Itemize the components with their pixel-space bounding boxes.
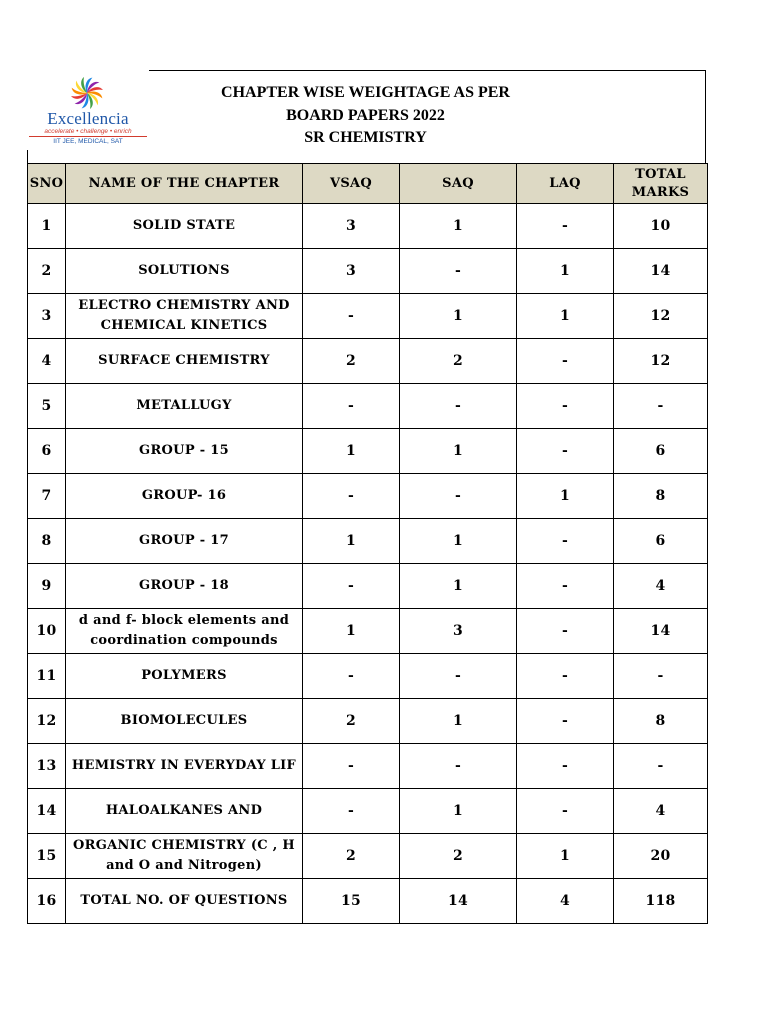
cell-laq: - [517, 339, 614, 384]
table-row [28, 294, 708, 339]
table-row [28, 789, 708, 834]
table-header-row [28, 164, 708, 204]
document-header [27, 70, 706, 163]
cell-chapter-name: ORGANIC CHEMISTRY (C , H and O and Nitrogen) [66, 834, 303, 879]
cell-vsaq: 3 [303, 204, 400, 249]
cell-saq: 1 [400, 294, 517, 339]
table-row [28, 654, 708, 699]
cell-sno: 10 [28, 609, 66, 654]
cell-total-marks: - [614, 384, 708, 429]
header-border-right [705, 70, 706, 163]
cell-chapter-name: HALOALKANES AND [66, 789, 303, 834]
cell-sno: 2 [28, 249, 66, 294]
cell-saq: 2 [400, 339, 517, 384]
cell-chapter-name: SURFACE CHEMISTRY [66, 339, 303, 384]
cell-saq: 14 [400, 879, 517, 924]
logo-swirl-icon [67, 74, 107, 112]
cell-total-marks: 12 [614, 339, 708, 384]
cell-chapter-name: GROUP - 17 [66, 519, 303, 564]
table-row [28, 204, 708, 249]
cell-laq: 4 [517, 879, 614, 924]
cell-vsaq: - [303, 789, 400, 834]
cell-saq: 1 [400, 519, 517, 564]
title-line-1: CHAPTER WISE WEIGHTAGE AS PER [221, 84, 510, 101]
cell-saq: - [400, 474, 517, 519]
document-title [149, 82, 582, 150]
table-row [28, 339, 708, 384]
cell-vsaq: - [303, 384, 400, 429]
table-row [28, 249, 708, 294]
cell-saq: - [400, 654, 517, 699]
cell-vsaq: - [303, 564, 400, 609]
cell-sno: 11 [28, 654, 66, 699]
cell-vsaq: 1 [303, 609, 400, 654]
cell-sno: 3 [28, 294, 66, 339]
cell-laq: - [517, 204, 614, 249]
header-border-left [27, 150, 28, 163]
table-row [28, 744, 708, 789]
cell-vsaq: 15 [303, 879, 400, 924]
cell-total-marks: 4 [614, 789, 708, 834]
cell-total-marks: 14 [614, 249, 708, 294]
cell-vsaq: 2 [303, 699, 400, 744]
cell-vsaq: - [303, 474, 400, 519]
column-header-sno: SNO [28, 164, 66, 204]
cell-saq: 1 [400, 564, 517, 609]
title-line-3: SR CHEMISTRY [304, 129, 427, 146]
table-row [28, 384, 708, 429]
cell-total-marks: 6 [614, 429, 708, 474]
cell-chapter-name: GROUP- 16 [66, 474, 303, 519]
header-border-top [149, 70, 706, 71]
logo-brand-name: Excellencia [47, 109, 129, 128]
cell-vsaq: 1 [303, 519, 400, 564]
cell-laq: - [517, 564, 614, 609]
cell-chapter-name: GROUP - 18 [66, 564, 303, 609]
cell-sno: 13 [28, 744, 66, 789]
cell-vsaq: 3 [303, 249, 400, 294]
cell-total-marks: - [614, 654, 708, 699]
cell-vsaq: 2 [303, 339, 400, 384]
cell-vsaq: - [303, 654, 400, 699]
cell-chapter-name: TOTAL NO. OF QUESTIONS [66, 879, 303, 924]
cell-total-marks: 10 [614, 204, 708, 249]
cell-laq: 1 [517, 249, 614, 294]
cell-laq: 1 [517, 474, 614, 519]
cell-total-marks: 14 [614, 609, 708, 654]
cell-sno: 12 [28, 699, 66, 744]
weightage-table [27, 163, 708, 924]
cell-laq: 1 [517, 834, 614, 879]
table-row [28, 879, 708, 924]
cell-chapter-name: BIOMOLECULES [66, 699, 303, 744]
cell-total-marks: 4 [614, 564, 708, 609]
table-row [28, 474, 708, 519]
excellencia-logo [27, 72, 149, 150]
cell-laq: - [517, 429, 614, 474]
cell-chapter-name: SOLID STATE [66, 204, 303, 249]
cell-saq: - [400, 249, 517, 294]
table-row [28, 519, 708, 564]
title-line-2: BOARD PAPERS 2022 [286, 106, 445, 124]
cell-vsaq: 2 [303, 834, 400, 879]
column-header-chapter: NAME OF THE CHAPTER [66, 164, 303, 204]
cell-total-marks: 118 [614, 879, 708, 924]
table-row [28, 609, 708, 654]
cell-sno: 9 [28, 564, 66, 609]
cell-total-marks: - [614, 744, 708, 789]
cell-sno: 5 [28, 384, 66, 429]
cell-saq: 1 [400, 699, 517, 744]
table-row [28, 834, 708, 879]
cell-chapter-name: HEMISTRY IN EVERYDAY LIF [66, 744, 303, 789]
cell-total-marks: 12 [614, 294, 708, 339]
cell-total-marks: 20 [614, 834, 708, 879]
cell-sno: 1 [28, 204, 66, 249]
cell-chapter-name: METALLUGY [66, 384, 303, 429]
cell-vsaq: - [303, 744, 400, 789]
cell-laq: - [517, 609, 614, 654]
cell-chapter-name: SOLUTIONS [66, 249, 303, 294]
cell-sno: 14 [28, 789, 66, 834]
cell-chapter-name: GROUP - 15 [66, 429, 303, 474]
column-header-total-marks: TOTAL MARKS [614, 164, 708, 204]
cell-saq: 1 [400, 204, 517, 249]
cell-sno: 8 [28, 519, 66, 564]
cell-chapter-name: POLYMERS [66, 654, 303, 699]
cell-vsaq: 1 [303, 429, 400, 474]
cell-saq: 1 [400, 789, 517, 834]
cell-chapter-name: ELECTRO CHEMISTRY AND CHEMICAL KINETICS [66, 294, 303, 339]
cell-laq: - [517, 654, 614, 699]
cell-sno: 7 [28, 474, 66, 519]
cell-sno: 15 [28, 834, 66, 879]
table-row [28, 429, 708, 474]
cell-total-marks: 8 [614, 474, 708, 519]
cell-total-marks: 8 [614, 699, 708, 744]
logo-tagline: accelerate • challenge • enrich [44, 128, 132, 135]
cell-sno: 16 [28, 879, 66, 924]
table-row [28, 564, 708, 609]
logo-subtitle: IIT JEE, MEDICAL, SAT [53, 138, 123, 145]
column-header-laq: LAQ [517, 164, 614, 204]
logo-divider [29, 136, 147, 137]
cell-laq: - [517, 744, 614, 789]
cell-total-marks: 6 [614, 519, 708, 564]
column-header-saq: SAQ [400, 164, 517, 204]
cell-laq: - [517, 789, 614, 834]
cell-sno: 4 [28, 339, 66, 384]
cell-laq: - [517, 699, 614, 744]
table-row [28, 699, 708, 744]
cell-laq: 1 [517, 294, 614, 339]
cell-saq: - [400, 384, 517, 429]
cell-laq: - [517, 384, 614, 429]
column-header-vsaq: VSAQ [303, 164, 400, 204]
cell-laq: - [517, 519, 614, 564]
cell-saq: 3 [400, 609, 517, 654]
cell-sno: 6 [28, 429, 66, 474]
cell-chapter-name: d and f- block elements and coordination compounds [66, 609, 303, 654]
cell-saq: 2 [400, 834, 517, 879]
cell-saq: - [400, 744, 517, 789]
cell-saq: 1 [400, 429, 517, 474]
cell-vsaq: - [303, 294, 400, 339]
